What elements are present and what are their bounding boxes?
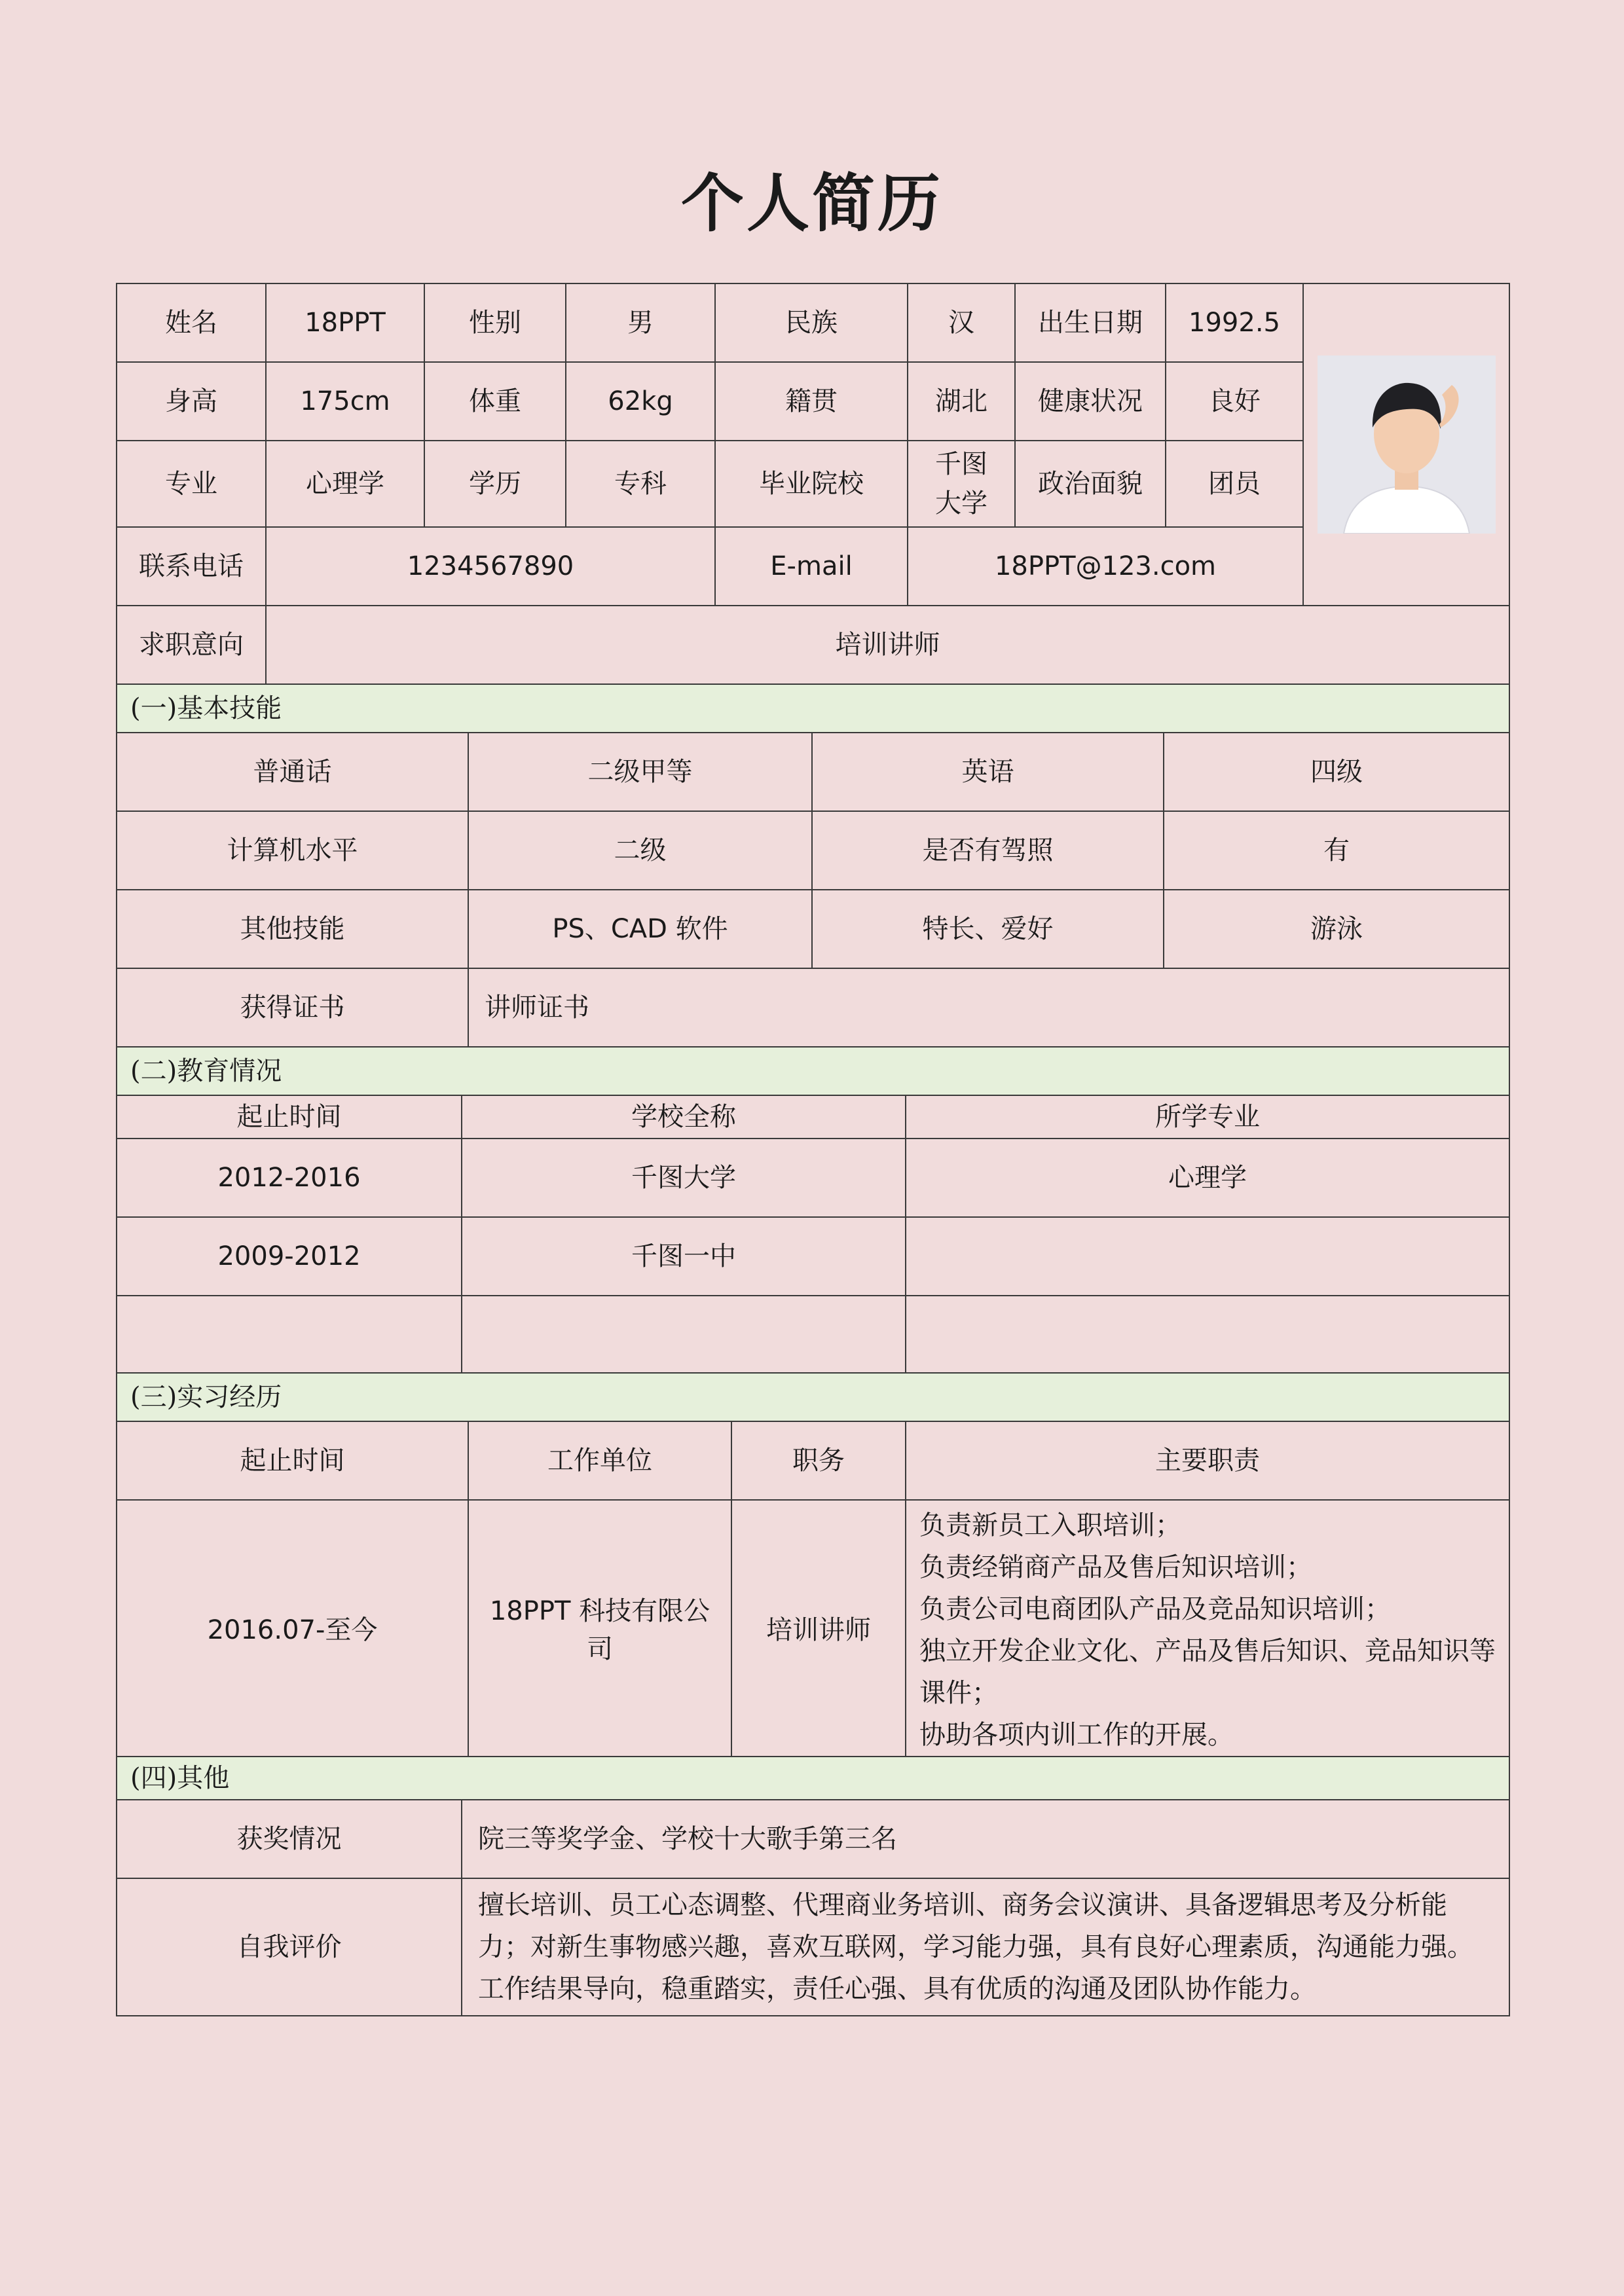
origin-label: 籍贯 [715, 362, 908, 441]
skill-value: PS、CAD 软件 [468, 890, 812, 968]
education-school [462, 1296, 906, 1373]
phone-value: 1234567890 [266, 527, 715, 606]
page-title: 个人简历 [681, 166, 943, 240]
education-school: 千图一中 [462, 1217, 906, 1296]
health-label: 健康状况 [1015, 362, 1166, 441]
birth-label: 出生日期 [1015, 283, 1166, 362]
birth-value: 1992.5 [1166, 283, 1303, 362]
weight-value: 62kg [566, 362, 715, 441]
column-header: 起止时间 [117, 1095, 462, 1139]
section-header-skills: (一)基本技能 [117, 684, 1509, 733]
skill-label: 英语 [812, 733, 1164, 811]
gender-label: 性别 [424, 283, 566, 362]
education-table [116, 1046, 1510, 1374]
gender-value: 男 [566, 283, 715, 362]
other-table [116, 1756, 1510, 2016]
column-header: 起止时间 [117, 1421, 468, 1500]
photo-cell [1303, 283, 1509, 606]
internship-duties [906, 1500, 1509, 1760]
internship-table [116, 1372, 1510, 1761]
self-evaluation-label: 自我评价 [117, 1878, 462, 2016]
duty-item: 协助各项内训工作的开展。 [919, 1720, 1234, 1750]
phone-label: 联系电话 [117, 527, 266, 606]
internship-position: 培训讲师 [731, 1500, 906, 1760]
education-period: 2009-2012 [117, 1217, 462, 1296]
health-value: 良好 [1166, 362, 1303, 441]
internship-period: 2016.07-至今 [117, 1500, 468, 1760]
skill-label: 其他技能 [117, 890, 468, 968]
ethnicity-label: 民族 [715, 283, 908, 362]
education-major [906, 1296, 1509, 1373]
height-label: 身高 [117, 362, 266, 441]
major-value: 心理学 [266, 441, 424, 527]
skill-value: 游泳 [1164, 890, 1509, 968]
skill-label: 计算机水平 [117, 811, 468, 890]
origin-value: 湖北 [908, 362, 1015, 441]
self-evaluation-value: 擅长培训、员工心态调整、代理商业务培训、商务会议演讲、具备逻辑思考及分析能力；对新生事物感兴趣，喜欢互联网，学习能力强，具有良好心理素质，沟通能力强。工作结果导向，稳重踏实，责任心强、具有优质的沟通及团队协作能力。 [462, 1878, 1509, 2016]
height-value: 175cm [266, 362, 424, 441]
degree-label: 学历 [424, 441, 566, 527]
duty-item: 独立开发企业文化、产品及售后知识、竞品知识等课件； [919, 1636, 1496, 1708]
skills-table [116, 683, 1510, 1048]
skill-label: 是否有驾照 [812, 811, 1164, 890]
intent-value: 培训讲师 [266, 606, 1509, 684]
degree-value: 专科 [566, 441, 715, 527]
skill-label: 普通话 [117, 733, 468, 811]
certificate-label: 获得证书 [117, 968, 468, 1047]
duty-item: 负责经销商产品及售后知识培训； [919, 1552, 1312, 1582]
section-header-education: (二)教育情况 [117, 1047, 1509, 1095]
column-header: 职务 [731, 1421, 906, 1500]
section-header-internship: (三)实习经历 [117, 1373, 1509, 1421]
name-value: 18PPT [266, 283, 424, 362]
skill-value: 二级甲等 [468, 733, 812, 811]
column-header: 主要职责 [906, 1421, 1509, 1500]
skill-label: 特长、爱好 [812, 890, 1164, 968]
section-header-other: (四)其他 [117, 1757, 1509, 1800]
intent-label: 求职意向 [117, 606, 266, 684]
skill-value: 有 [1164, 811, 1509, 890]
duty-item: 负责新员工入职培训； [919, 1510, 1181, 1540]
politics-value: 团员 [1166, 441, 1303, 527]
email-value: 18PPT@123.com [908, 527, 1303, 606]
education-school: 千图大学 [462, 1139, 906, 1217]
school-label: 毕业院校 [715, 441, 908, 527]
skill-value: 四级 [1164, 733, 1509, 811]
education-period: 2012-2016 [117, 1139, 462, 1217]
internship-company: 18PPT 科技有限公司 [468, 1500, 731, 1760]
school-value: 千图大学 [908, 441, 1015, 527]
awards-value: 院三等奖学金、学校十大歌手第三名 [462, 1800, 1509, 1878]
awards-label: 获奖情况 [117, 1800, 462, 1878]
duty-item: 负责公司电商团队产品及竞品知识培训； [919, 1594, 1391, 1624]
education-period [117, 1296, 462, 1373]
profile-photo [1318, 355, 1496, 534]
weight-label: 体重 [424, 362, 566, 441]
politics-label: 政治面貌 [1015, 441, 1166, 527]
personal-info-table [116, 283, 1510, 685]
column-header: 工作单位 [468, 1421, 731, 1500]
skill-value: 二级 [468, 811, 812, 890]
name-label: 姓名 [117, 283, 266, 362]
certificate-value: 讲师证书 [468, 968, 1509, 1047]
major-label: 专业 [117, 441, 266, 527]
ethnicity-value: 汉 [908, 283, 1015, 362]
column-header: 学校全称 [462, 1095, 906, 1139]
education-major [906, 1217, 1509, 1296]
email-label: E-mail [715, 527, 908, 606]
column-header: 所学专业 [906, 1095, 1509, 1139]
education-major: 心理学 [906, 1139, 1509, 1217]
